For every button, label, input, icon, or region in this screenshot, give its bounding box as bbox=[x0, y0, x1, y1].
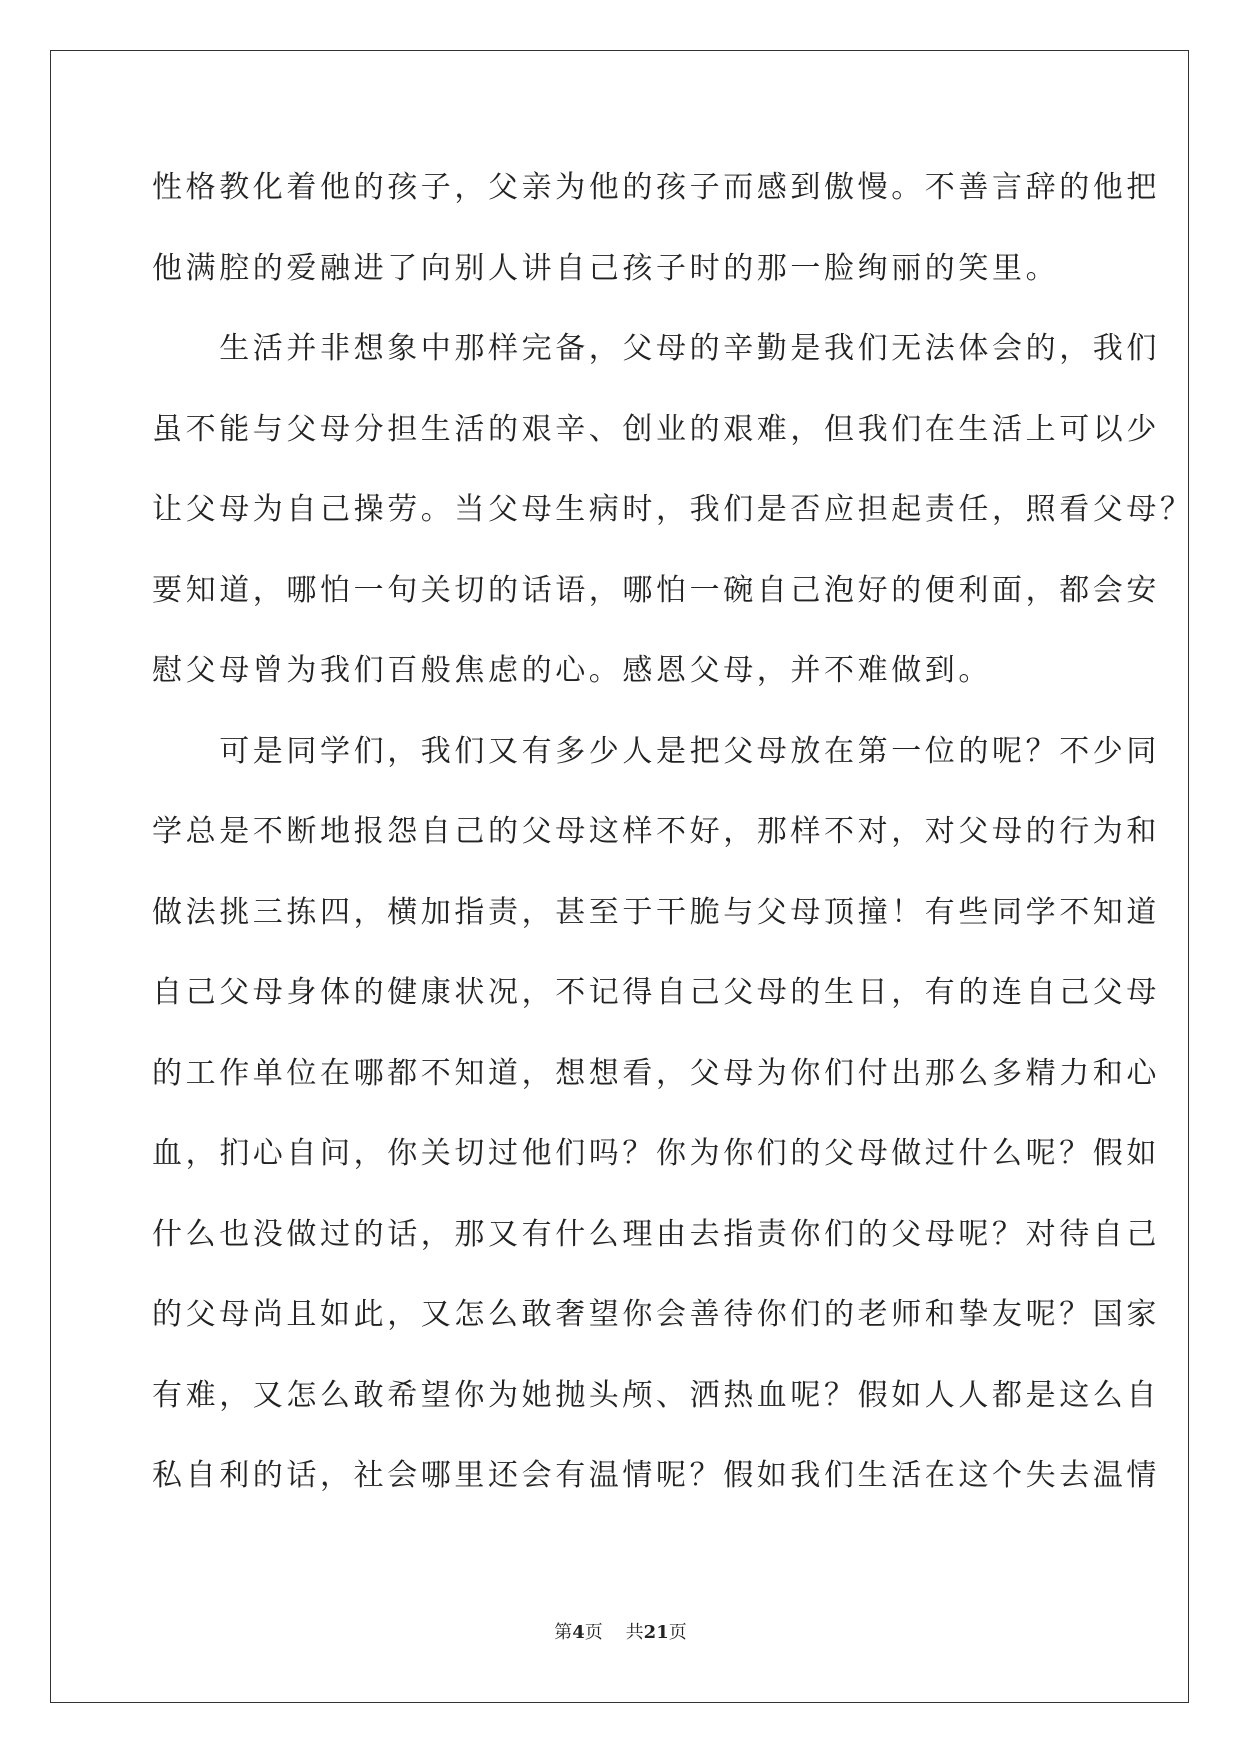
text-line: 慰父母曾为我们百般焦虑的心。感恩父母，并不难做到。 bbox=[152, 653, 992, 688]
text-line: 自己父母身体的健康状况，不记得自己父母的生日，有的连自己父母 bbox=[152, 975, 1160, 1010]
text-line: 学总是不断地报怨自己的父母这样不好，那样不对，对父母的行为和 bbox=[152, 814, 1160, 849]
text-line: 私自利的话，社会哪里还会有温情呢？假如我们生活在这个失去温情 bbox=[152, 1458, 1160, 1493]
total-page-count: 21 bbox=[643, 1622, 669, 1643]
footer-total-suffix: 页 bbox=[668, 1622, 687, 1643]
text-line: 虽不能与父母分担生活的艰辛、创业的艰难，但我们在生活上可以少 bbox=[152, 411, 1160, 447]
text-line: 他满腔的爱融进了向别人讲自己孩子时的那一脸绚丽的笑里。 bbox=[152, 250, 1060, 286]
footer-page-suffix: 页 bbox=[584, 1622, 603, 1643]
text-line: 的工作单位在哪都不知道，想想看，父母为你们付出那么多精力和心 bbox=[152, 1055, 1160, 1091]
text-line: 可是同学们，我们又有多少人是把父母放在第一位的呢？不少同 bbox=[152, 733, 1160, 769]
footer-total-prefix: 共 bbox=[625, 1622, 644, 1643]
text-line: 性格教化着他的孩子，父亲为他的孩子而感到傲慢。不善言辞的他把 bbox=[152, 170, 1160, 205]
text-line: 要知道，哪怕一句关切的话语，哪怕一碗自己泡好的便利面，都会安 bbox=[152, 572, 1160, 608]
document-body bbox=[152, 163, 1194, 1532]
current-page-number: 4 bbox=[572, 1622, 585, 1643]
text-line: 有难，又怎么敢希望你为她抛头颅、洒热血呢？假如人人都是这么自 bbox=[152, 1377, 1160, 1413]
text-line: 什么也没做过的话，那又有什么理由去指责你们的父母呢？对待自己 bbox=[152, 1216, 1160, 1252]
text-line: 的父母尚且如此，又怎么敢奢望你会善待你们的老师和挚友呢？国家 bbox=[152, 1297, 1160, 1332]
text-line: 血，扪心自问，你关切过他们吗？你为你们的父母做过什么呢？假如 bbox=[152, 1136, 1160, 1171]
page-footer bbox=[0, 1618, 1241, 1644]
text-line: 做法挑三拣四，横加指责，甚至于干脆与父母顶撞！有些同学不知道 bbox=[152, 894, 1160, 930]
text-line: 让父母为自己操劳。当父母生病时，我们是否应担起责任，照看父母？ bbox=[152, 492, 1194, 527]
text-line: 生活并非想象中那样完备，父母的辛勤是我们无法体会的，我们 bbox=[152, 331, 1160, 366]
footer-prefix: 第 bbox=[554, 1622, 573, 1643]
